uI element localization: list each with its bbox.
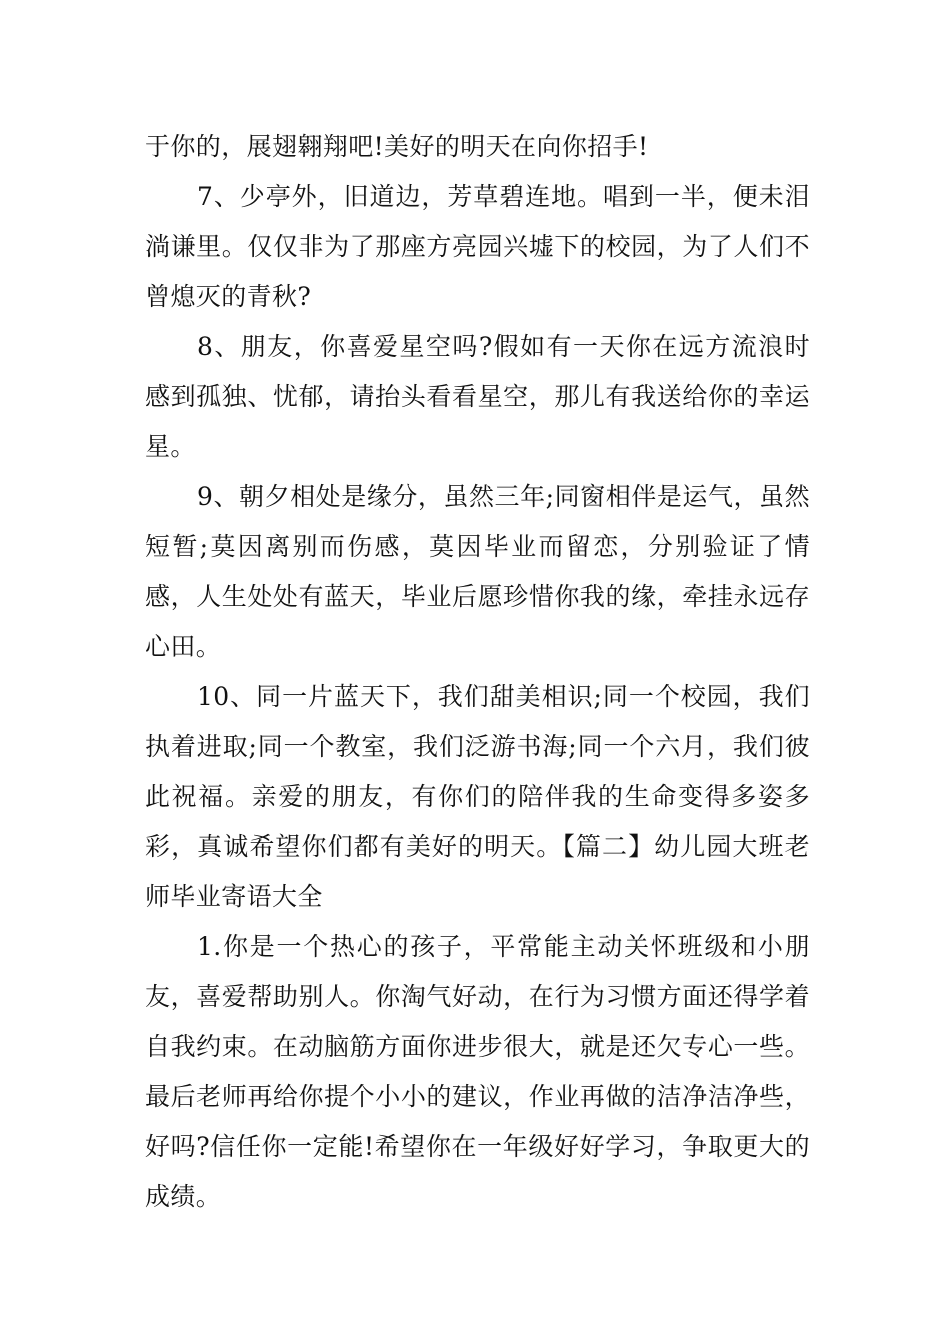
paragraph-item-10: 10、同一片蓝天下，我们甜美相识;同一个校园，我们执着进取;同一个教室，我们泛游书海;同一个六月，我们彼此祝福。亲爱的朋友，有你们的陪伴我的生命变得多姿多彩，真诚希望你们都有美好的明天。【篇二】幼儿园大班老师毕业寄语大全 xyxy=(145,682,810,911)
paragraph-item-7: 7、少亭外，旧道边，芳草碧连地。唱到一半，便未泪淌谦里。仅仅非为了那座方亮园兴墟下的校园，为了人们不曾熄灭的青秋? xyxy=(145,182,810,311)
paragraph-continuation: 于你的，展翅翱翔吧!美好的明天在向你招手! xyxy=(145,132,649,161)
paragraph-item-1: 1.你是一个热心的孩子，平常能主动关怀班级和小朋友，喜爱帮助别人。你淘气好动，在行为习惯方面还得学着自我约束。在动脑筋方面你进步很大，就是还欠专心一些。最后老师再给你提个小小的建议，作业再做的洁净洁净些，好吗?信任你一定能!希望你在一年级好好学习，争取更大的成绩。 xyxy=(145,932,810,1211)
document-body xyxy=(145,122,810,1222)
paragraph-item-8: 8、朋友，你喜爱星空吗?假如有一天你在远方流浪时感到孤独、忧郁，请抬头看看星空，那儿有我送给你的幸运星。 xyxy=(145,332,810,461)
paragraph-item-9: 9、朝夕相处是缘分，虽然三年;同窗相伴是运气，虽然短暂;莫因离别而伤感，莫因毕业而留恋，分别验证了情感，人生处处有蓝天，毕业后愿珍惜你我的缘，牵挂永远存心田。 xyxy=(145,482,810,661)
